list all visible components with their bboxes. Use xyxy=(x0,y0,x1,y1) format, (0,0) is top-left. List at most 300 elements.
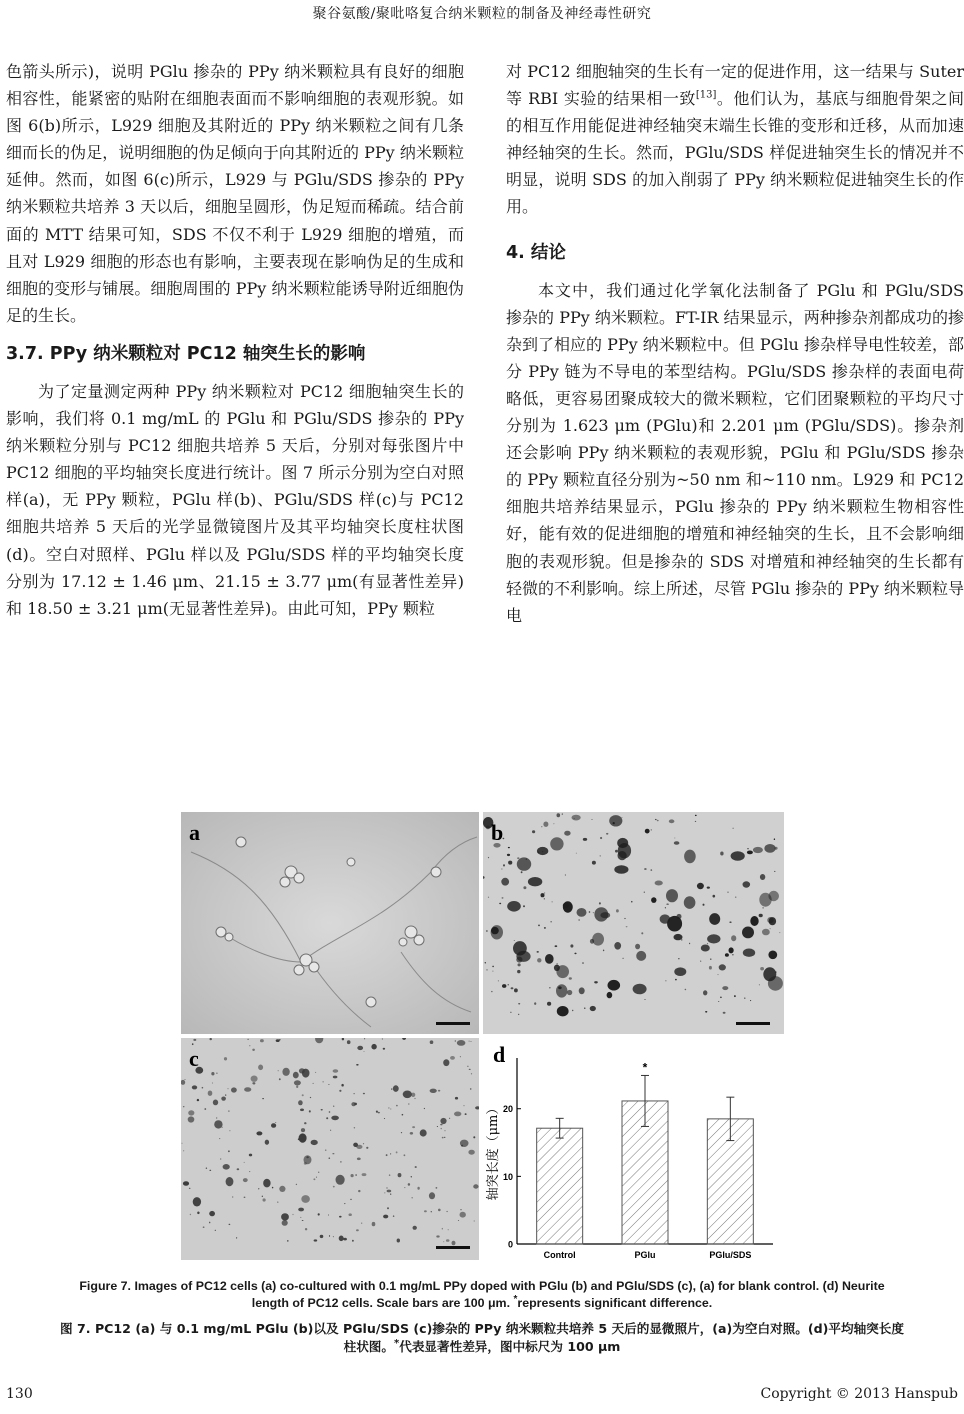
particle xyxy=(725,953,729,957)
particle xyxy=(299,1133,307,1142)
particle xyxy=(429,1192,435,1199)
particle xyxy=(412,1126,415,1128)
particle xyxy=(460,1056,461,1057)
particle xyxy=(534,1002,536,1005)
particle xyxy=(770,928,771,929)
particle xyxy=(674,934,683,940)
particle xyxy=(449,1118,450,1119)
particle xyxy=(618,851,627,860)
particle xyxy=(244,1162,245,1163)
particle xyxy=(719,964,726,970)
left-column xyxy=(6,58,464,622)
particle xyxy=(508,847,510,848)
particle xyxy=(323,1081,324,1082)
particle xyxy=(657,820,659,822)
particle xyxy=(212,1083,213,1084)
particle xyxy=(592,933,604,946)
page-number: 130 xyxy=(6,1386,33,1402)
particle xyxy=(713,895,716,898)
particle xyxy=(552,901,553,902)
particle xyxy=(541,826,542,827)
particle xyxy=(600,855,601,856)
particle xyxy=(695,821,696,822)
particle xyxy=(471,1073,472,1074)
particle xyxy=(296,1184,297,1185)
particle xyxy=(501,878,509,886)
particle xyxy=(333,1236,334,1237)
particle xyxy=(444,1137,445,1138)
particle xyxy=(600,837,602,839)
particle xyxy=(486,969,487,970)
particle xyxy=(510,1012,511,1013)
particle xyxy=(208,1091,213,1096)
particle xyxy=(371,1044,376,1050)
particle xyxy=(636,951,646,961)
particle xyxy=(229,1224,231,1225)
particle xyxy=(684,896,696,909)
particle xyxy=(735,897,737,898)
particle xyxy=(508,984,509,985)
particle xyxy=(538,925,540,927)
particle xyxy=(660,914,671,923)
particle xyxy=(614,865,628,874)
particle xyxy=(363,1093,365,1095)
particle xyxy=(768,976,783,991)
particle xyxy=(404,1154,406,1156)
particle xyxy=(329,1157,331,1159)
particle xyxy=(396,1151,398,1153)
particle xyxy=(197,1099,199,1101)
micrograph-b-image xyxy=(483,812,784,1034)
particle xyxy=(498,980,499,981)
particle xyxy=(470,1041,471,1042)
micrograph-c xyxy=(181,1038,479,1260)
particle xyxy=(744,998,745,999)
particle xyxy=(325,1150,327,1151)
particle xyxy=(357,1046,363,1050)
particle xyxy=(386,1187,388,1188)
particle xyxy=(330,1130,331,1131)
particle xyxy=(321,1109,323,1110)
particle xyxy=(762,907,764,908)
particle xyxy=(339,1236,344,1242)
particle xyxy=(626,926,628,927)
particle xyxy=(516,957,522,963)
particle xyxy=(743,949,755,957)
particle xyxy=(386,1154,388,1156)
particle xyxy=(347,1040,351,1044)
particle xyxy=(517,857,519,859)
particle xyxy=(768,891,779,901)
particle xyxy=(336,1175,345,1185)
particle xyxy=(557,963,558,964)
particle xyxy=(570,944,573,947)
left-paragraph-2: 为了定量测定两种 PPy 纳米颗粒对 PC12 细胞轴突生长的影响，我们将 0.1 mg/mL 的 PGlu 和 PGlu/SDS 掺杂的 PPy 纳米颗粒分别与 PC12 细胞共培养 5 天后，分别对每张图片中 PC12 细胞的平均轴突长度进行统计。图 7 所示分别为空白对照样(a)，无 PPy 颗粒，PGlu 样(b)、PGlu/SDS 样(c)与 PC12 细胞共培养 5 天后的光学显微镜图片及其平均轴突长度柱状图(d)。空白对照样、PGlu 样以及 PGlu/SDS 样的平均轴突长度分别为 17.12 ± 1.46 μm、21.15 ± 3.77 μm(有显著性差异)和 18.50 ± 3.21 μm(无显著性差异)。由此可知，PPy 颗粒 xyxy=(6,381,464,618)
particle xyxy=(701,945,710,952)
particle xyxy=(526,859,527,860)
particle xyxy=(216,1118,217,1119)
particle xyxy=(567,990,572,995)
particle xyxy=(454,1112,461,1117)
particle xyxy=(655,819,657,820)
particle xyxy=(216,1072,217,1074)
particle xyxy=(554,965,560,971)
section-heading-3-7: 3.7. PPy 纳米颗粒对 PC12 轴突生长的影响 xyxy=(6,343,366,364)
particle xyxy=(202,1087,204,1089)
particle xyxy=(231,1087,237,1092)
particle xyxy=(458,1220,459,1221)
particle xyxy=(452,1241,456,1246)
particle xyxy=(313,1178,315,1180)
particle xyxy=(294,1080,301,1085)
particle xyxy=(351,1174,354,1177)
particle xyxy=(697,883,704,889)
particle xyxy=(281,1213,289,1220)
particle xyxy=(192,1043,194,1045)
particle xyxy=(579,919,580,920)
particle xyxy=(582,962,584,964)
particle xyxy=(215,1230,216,1231)
particle xyxy=(219,1138,220,1139)
particle xyxy=(450,1056,455,1060)
particle xyxy=(470,1088,472,1089)
particle xyxy=(508,861,512,865)
particle xyxy=(750,916,758,926)
particle xyxy=(358,1190,360,1192)
particle xyxy=(344,1203,345,1204)
micrograph-b xyxy=(483,812,784,1034)
particle xyxy=(669,819,675,823)
particle xyxy=(707,887,710,889)
particle xyxy=(442,1137,444,1139)
particle xyxy=(731,851,745,860)
caption-zh-line-2-end: 代表显著性差异，图中标尺为 100 μm xyxy=(399,1339,621,1354)
particle xyxy=(411,1197,413,1198)
particle xyxy=(302,1069,310,1078)
particle xyxy=(355,1174,356,1176)
particle xyxy=(577,908,587,917)
particle xyxy=(282,1068,289,1076)
particle xyxy=(262,1098,264,1099)
particle xyxy=(651,869,653,870)
particle xyxy=(541,893,545,897)
particle xyxy=(279,1039,281,1040)
particle xyxy=(343,1238,347,1241)
particle xyxy=(292,1214,293,1215)
caption-zh-asterisk: * xyxy=(393,1337,400,1349)
particle xyxy=(228,1150,230,1152)
particle xyxy=(197,1212,199,1215)
particle xyxy=(557,1006,569,1016)
particle xyxy=(689,943,690,944)
particle xyxy=(362,1173,367,1176)
right-paragraph-1-rest: 。他们认为，基底与细胞骨架之间的相互作用能促进神经轴突末端生长锥的变形和迁移，从而加速神经轴突的生长。然而，PGlu/SDS 样促进轴突生长的情况并不明显，说明 SDS 的加入削弱了 PPy 纳米颗粒促进轴突生长的作用。 xyxy=(506,89,964,217)
particle xyxy=(361,1223,362,1224)
particle xyxy=(603,950,604,952)
x-tick-label: PGlu xyxy=(634,1250,656,1260)
particle xyxy=(339,1090,341,1092)
particle xyxy=(665,907,666,908)
particle xyxy=(572,1010,573,1011)
particle xyxy=(220,1158,221,1159)
particle xyxy=(341,1084,343,1087)
particle xyxy=(569,977,572,979)
particle xyxy=(309,1110,311,1112)
particle xyxy=(410,1132,413,1135)
particle xyxy=(501,869,502,870)
right-column xyxy=(506,58,964,629)
particle xyxy=(555,945,558,947)
caption-zh-line-1: 图 7. PC12 (a) 与 0.1 mg/mL PGlu (b)以及 PGlu/SDS (c)掺杂的 PPy 纳米颗粒共培养 5 天后的显微照片，(a)为空白对照。(d)平均轴突长度 xyxy=(60,1321,904,1336)
particle xyxy=(444,1130,445,1131)
particle xyxy=(387,1207,389,1209)
particle xyxy=(260,1039,264,1042)
caption-en-asterisk: * xyxy=(513,1293,518,1305)
particle xyxy=(543,822,548,827)
particle xyxy=(446,1211,447,1212)
particle xyxy=(206,1168,207,1169)
particle xyxy=(674,967,686,976)
particle xyxy=(502,984,506,988)
particle xyxy=(263,1198,266,1201)
figure-7 xyxy=(181,812,784,1260)
particle xyxy=(551,921,552,922)
left-paragraph-1: 色箭头所示)，说明 PGlu 掺杂的 PPy 纳米颗粒具有良好的细胞相容性，能紧密的贴附在细胞表面而不影响细胞的表观形貌。如图 6(b)所示，L929 细胞及其附近的 PPy 纳米颗粒之间有几条细而长的伪足，说明细胞的伪足倾向于向其附近的 PPy 纳米颗粒延伸。然而，如图 6(c)所示，L929 与 PGlu/SDS 掺杂的 PPy 纳米颗粒共培养 3 天以后，细胞呈圆形，伪足短而稀疏。结合前面的 MTT 结果可知，SDS 不仅不利于 L929 细胞的增殖，而且对 L929 细胞的形态也有影响，主要表现在影响伪足的生成和细胞的变形与铺展。细胞周围的 PPy 纳米颗粒能诱导附近细胞伪足的生长。 xyxy=(6,62,464,325)
particle xyxy=(488,897,489,898)
particle xyxy=(621,817,622,818)
particle xyxy=(204,1108,206,1110)
y-tick-label: 20 xyxy=(502,1104,513,1115)
particle xyxy=(352,1240,354,1242)
particle xyxy=(247,1039,248,1040)
particle xyxy=(469,1069,471,1070)
particle xyxy=(703,904,705,906)
figure-caption-chinese xyxy=(0,1320,964,1356)
particle xyxy=(318,1213,320,1215)
particle xyxy=(511,987,514,989)
particle xyxy=(364,1038,365,1039)
particle xyxy=(518,1003,520,1004)
particle xyxy=(413,1226,417,1230)
particle xyxy=(544,898,545,899)
particle xyxy=(244,1087,251,1092)
particle xyxy=(644,868,647,870)
particle xyxy=(329,1235,330,1236)
particle xyxy=(192,1085,197,1089)
particle xyxy=(731,935,736,941)
particle xyxy=(521,871,523,873)
significance-marker: * xyxy=(642,1060,648,1075)
particle xyxy=(677,914,682,919)
particle xyxy=(517,857,531,870)
particle xyxy=(488,857,489,858)
particle xyxy=(193,1039,196,1041)
particle xyxy=(565,875,566,876)
particle xyxy=(333,1186,335,1188)
particle xyxy=(556,984,567,997)
particle xyxy=(705,1011,707,1013)
particle xyxy=(644,892,645,893)
particle xyxy=(390,1194,391,1195)
particle xyxy=(251,1076,258,1082)
particle xyxy=(403,1091,412,1099)
particle xyxy=(491,927,499,934)
particle xyxy=(249,1045,250,1046)
particle xyxy=(282,1220,288,1226)
particle xyxy=(314,1239,318,1241)
particle xyxy=(537,958,541,962)
particle xyxy=(366,1147,368,1149)
y-axis-label: 轴突长度（μm） xyxy=(486,1101,501,1201)
particle xyxy=(733,828,734,829)
particle xyxy=(734,995,736,997)
particle xyxy=(727,892,728,893)
particle xyxy=(209,1170,211,1171)
running-header: 聚谷氨酸/聚吡咯复合纳米颗粒的制备及神经毒性研究 xyxy=(312,6,652,22)
particle xyxy=(333,1076,338,1079)
particle xyxy=(753,847,763,853)
particle xyxy=(301,1195,310,1203)
particle xyxy=(279,1078,281,1080)
particle xyxy=(304,1122,306,1124)
particle xyxy=(474,1221,475,1222)
particle xyxy=(388,1107,389,1108)
particle xyxy=(584,1008,585,1009)
particle xyxy=(228,1110,229,1112)
particle xyxy=(402,1114,404,1116)
particle xyxy=(491,991,492,992)
particle xyxy=(609,815,622,826)
particle xyxy=(304,1155,312,1164)
particle xyxy=(729,947,734,953)
caption-en-line-2-end: represents significant difference. xyxy=(517,1296,713,1310)
particle xyxy=(779,932,780,933)
particle xyxy=(372,1222,376,1226)
particle xyxy=(316,1177,317,1178)
particle xyxy=(514,940,515,941)
particle xyxy=(443,1241,444,1242)
particle xyxy=(326,1117,328,1119)
y-tick-label: 10 xyxy=(502,1171,513,1182)
particle xyxy=(437,1126,438,1127)
x-tick-label: PGlu/SDS xyxy=(709,1250,752,1260)
particle xyxy=(666,889,678,902)
particle xyxy=(574,953,576,955)
particle xyxy=(685,989,687,990)
particle xyxy=(298,1208,304,1212)
particle xyxy=(277,1202,278,1203)
particle xyxy=(513,941,527,955)
particle xyxy=(300,1217,301,1218)
particle xyxy=(350,1199,351,1200)
particle xyxy=(193,1197,201,1206)
particle xyxy=(315,1072,316,1073)
particle xyxy=(502,897,504,899)
particle xyxy=(431,1211,432,1212)
particle xyxy=(310,1097,311,1098)
particle xyxy=(446,1239,450,1242)
particle xyxy=(455,1097,458,1100)
particle xyxy=(762,929,770,936)
particle xyxy=(695,815,697,816)
particle xyxy=(424,1210,427,1212)
right-paragraph-1 xyxy=(506,58,964,221)
particle xyxy=(363,1051,364,1052)
particle xyxy=(376,1111,378,1113)
particle xyxy=(271,1123,276,1128)
particle xyxy=(189,1188,191,1189)
particle xyxy=(583,838,587,841)
particle xyxy=(467,1066,468,1067)
particle xyxy=(293,1072,299,1079)
particle xyxy=(262,1196,263,1197)
particle xyxy=(320,1235,324,1238)
particle xyxy=(645,829,650,834)
particle xyxy=(523,886,526,889)
particle xyxy=(393,1216,394,1217)
particle xyxy=(183,1106,185,1107)
particle xyxy=(214,1120,222,1128)
particle xyxy=(438,1209,441,1212)
particle xyxy=(329,1111,331,1113)
particle xyxy=(590,1006,596,1011)
particle xyxy=(183,1181,189,1186)
particle xyxy=(331,1116,339,1121)
particle xyxy=(594,981,598,983)
micrograph-a xyxy=(181,812,479,1034)
particle xyxy=(252,1049,255,1051)
particle xyxy=(390,1153,391,1154)
particle xyxy=(328,1084,329,1085)
particle xyxy=(606,833,608,835)
particle xyxy=(547,1002,551,1006)
particle xyxy=(563,901,573,912)
particle xyxy=(732,954,733,955)
particle xyxy=(209,1222,210,1224)
particle xyxy=(414,1098,415,1099)
particle xyxy=(718,1001,719,1002)
particle xyxy=(181,1143,182,1144)
particle xyxy=(545,954,554,964)
particle xyxy=(440,1124,442,1126)
particle xyxy=(624,918,625,919)
particle xyxy=(473,1184,478,1188)
particle xyxy=(408,1104,410,1105)
particle xyxy=(617,838,628,848)
particle xyxy=(188,1116,195,1122)
particle xyxy=(278,1070,279,1071)
panel-label-a: a xyxy=(189,820,200,845)
particle xyxy=(305,1228,307,1230)
particle xyxy=(339,1216,342,1218)
particle xyxy=(709,966,712,970)
particle xyxy=(651,897,656,903)
particle xyxy=(393,1085,399,1092)
particle xyxy=(517,970,520,973)
particle xyxy=(354,1127,355,1128)
particle xyxy=(226,1177,234,1186)
particle xyxy=(311,1140,318,1145)
particle xyxy=(441,1128,442,1129)
particle xyxy=(354,1093,355,1094)
particle xyxy=(674,838,675,839)
particle xyxy=(576,853,577,854)
particle xyxy=(507,854,510,856)
particle xyxy=(709,913,720,925)
particle xyxy=(514,988,518,992)
particle xyxy=(333,1105,334,1107)
particle xyxy=(213,1100,218,1106)
